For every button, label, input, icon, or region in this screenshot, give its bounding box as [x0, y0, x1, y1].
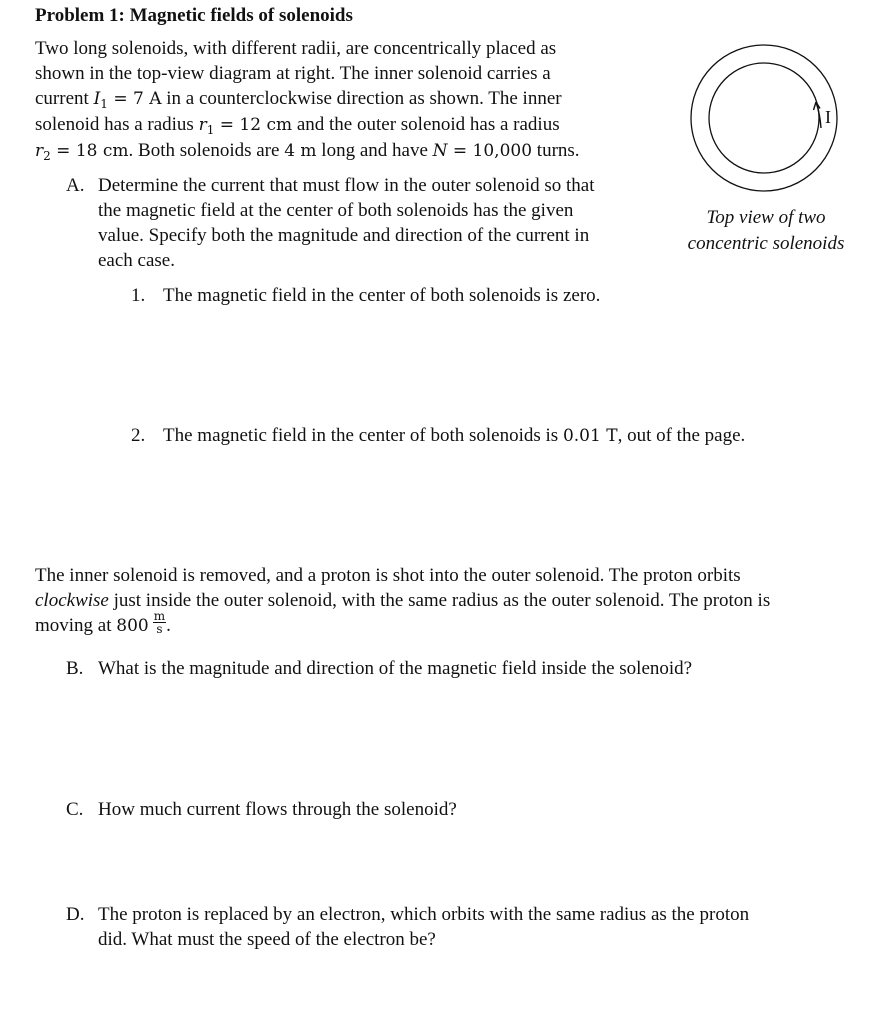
- radius-subscript: 1: [206, 123, 215, 137]
- caption-line-1: Top view of two: [706, 207, 826, 228]
- radius-variable: r: [198, 115, 207, 135]
- unit-numerator: m: [153, 609, 166, 624]
- intro-text: . Both solenoids are: [128, 140, 285, 161]
- solenoid-diagram: [680, 38, 850, 198]
- proton-line-3: [35, 609, 875, 639]
- proton-line-1: The inner solenoid is removed, and a proton is shot into the outer solenoid. The proton orbits: [35, 565, 741, 586]
- diagram-caption: [668, 205, 864, 257]
- problem-title: Problem 1: Magnetic fields of solenoids: [35, 5, 353, 26]
- question-c-label: C.: [66, 799, 84, 820]
- intro-line-3: [35, 86, 655, 112]
- current-label: I: [825, 107, 831, 127]
- question-b-text: What is the magnitude and direction of the magnetic field inside the solenoid?: [98, 658, 693, 679]
- question-a-line-4: each case.: [98, 250, 175, 271]
- proton-line-3-end: .: [166, 615, 171, 636]
- question-a-line-1: Determine the current that must flow in the outer solenoid so that: [98, 175, 595, 196]
- question-d-line-2: did. What must the speed of the electron be?: [98, 929, 436, 950]
- current-variable: I: [93, 89, 101, 109]
- intro-text: long and have: [316, 140, 433, 161]
- outer-radius-value: = 18 cm: [50, 141, 129, 161]
- speed-unit-fraction: [153, 610, 166, 635]
- question-d-label: D.: [66, 904, 85, 925]
- speed-value: 800: [116, 616, 149, 636]
- intro-line-1: Two long solenoids, with different radii, are concentrically placed as: [35, 38, 557, 59]
- question-d-line-1: The proton is replaced by an electron, which orbits with the same radius as the proton: [98, 904, 750, 925]
- caption-line-2: concentric solenoids: [687, 233, 845, 254]
- intro-text: solenoid has a radius: [35, 114, 199, 135]
- subquestion-2-text: [163, 423, 745, 449]
- unit-denominator: s: [156, 622, 163, 637]
- turns-variable: N: [432, 141, 448, 161]
- subquestion-2-after: , out of the page.: [617, 425, 746, 446]
- inner-radius-expression: [199, 115, 293, 135]
- intro-text: and the outer solenoid has a radius: [292, 114, 560, 135]
- subquestion-2-label: 2.: [131, 425, 146, 446]
- radius-subscript: 2: [43, 149, 51, 163]
- clockwise-emphasis: clockwise: [35, 590, 109, 611]
- intro-line-4: [35, 112, 655, 138]
- intro-text: turns.: [532, 140, 580, 161]
- subquestion-1-label: 1.: [131, 285, 146, 306]
- proton-line-3-before: moving at: [35, 615, 117, 636]
- outer-solenoid-circle: [691, 45, 837, 191]
- intro-text: in a counterclockwise direction as shown. The inner: [161, 88, 562, 109]
- intro-paragraph: [35, 36, 655, 164]
- question-d-text: [98, 902, 858, 952]
- proton-line-2-rest: just inside the outer solenoid, with the same radius as the outer solenoid. The proton is: [108, 590, 771, 611]
- outer-radius-expression: [35, 141, 129, 161]
- question-a-line-3: value. Specify both the magnitude and direction of the current in: [98, 225, 590, 246]
- inner-solenoid-circle: [709, 63, 819, 173]
- intro-line-2: shown in the top-view diagram at right. The inner solenoid carries a: [35, 63, 551, 84]
- subquestion-2-before: The magnetic field in the center of both solenoids is: [163, 425, 563, 446]
- subquestion-1-text: The magnetic field in the center of both solenoids is zero.: [163, 285, 601, 306]
- question-a-text: [98, 173, 668, 273]
- intro-text: current: [35, 88, 94, 109]
- inner-radius-value: = 12 cm: [214, 115, 293, 135]
- length-value: 4 m: [284, 141, 317, 161]
- proton-paragraph: [35, 563, 875, 639]
- turns-expression: [433, 141, 532, 161]
- current-arrow-icon: [814, 102, 822, 128]
- question-c-text: How much current flows through the solenoid?: [98, 799, 457, 820]
- current-value: = 7 A: [107, 89, 162, 109]
- intro-line-5: [35, 138, 655, 164]
- radius-variable: r: [35, 141, 44, 161]
- question-b-label: B.: [66, 658, 84, 679]
- current-expression: [94, 89, 162, 109]
- current-subscript: 1: [100, 97, 108, 111]
- question-a-label: A.: [66, 175, 85, 196]
- turns-value: = 10,000: [447, 141, 533, 161]
- field-value: 0.01 T: [562, 426, 618, 446]
- question-a-line-2: the magnetic field at the center of both solenoids has the given: [98, 200, 574, 221]
